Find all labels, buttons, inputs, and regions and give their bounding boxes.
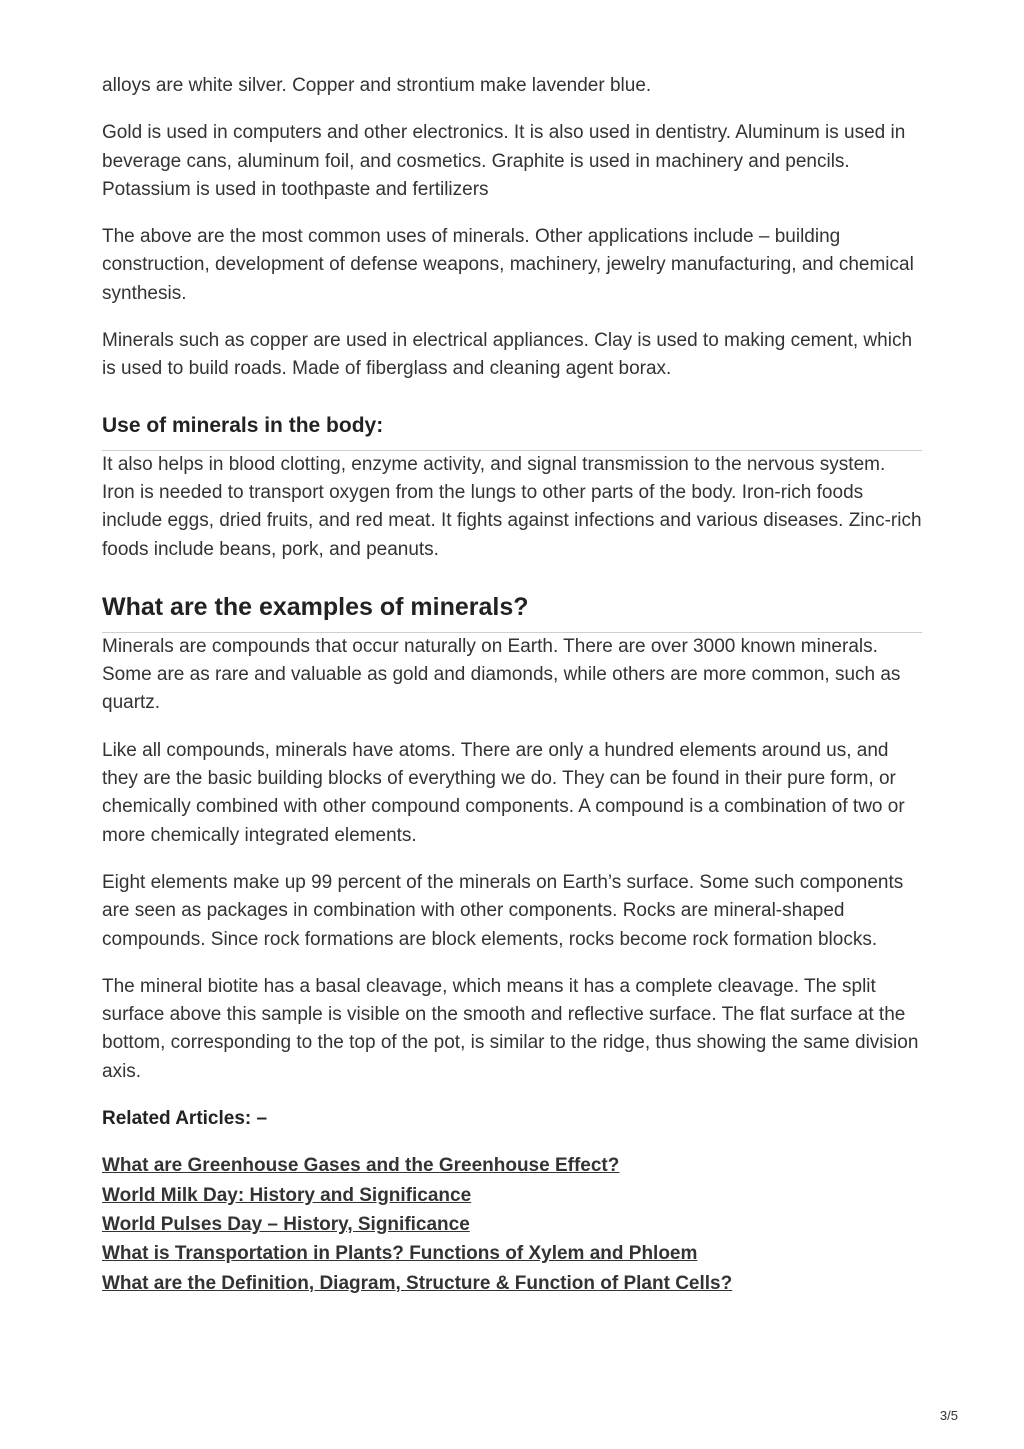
related-article-link[interactable]: World Pulses Day – History, Significance [102, 1213, 470, 1235]
page-number: 3/5 [939, 1408, 958, 1423]
list-item [102, 1270, 922, 1299]
list-item [102, 1182, 922, 1211]
paragraph: The mineral biotite has a basal cleavage, which means it has a complete cleavage. The split surface above this sample is visible on the smooth and reflective surface. The flat surface at the bottom, corresponding to the top of the pot, is similar to the ridge, thus showing the same division axis. [102, 975, 919, 1082]
examples-heading: What are the examples of minerals? [102, 590, 922, 633]
related-article-link[interactable]: What are Greenhouse Gases and the Greenhouse Effect? [102, 1155, 620, 1177]
list-item [102, 1152, 922, 1181]
body-uses-heading: Use of minerals in the body: [102, 410, 922, 451]
paragraph: Like all compounds, minerals have atoms. There are only a hundred elements around us, and they are the basic building blocks of everything we do. They can be found in their pure form, or chemically combined with other compound components. A compound is a combination of two or more chemically integrated elements. [102, 739, 905, 846]
related-article-link[interactable]: What is Transportation in Plants? Functions of Xylem and Phloem [102, 1243, 698, 1265]
paragraph: Minerals such as copper are used in electrical appliances. Clay is used to making cement, which is used to build roads. Made of fiberglass and cleaning agent borax. [102, 330, 913, 380]
paragraph: The above are the most common uses of minerals. Other applications include – building construction, development of defense weapons, machinery, jewelry manufacturing, and chemical synthesis. [102, 226, 914, 304]
paragraph: It also helps in blood clotting, enzyme activity, and signal transmission to the nervous system. Iron is needed to transport oxygen from the lungs to other parts of the body. Iron-rich foods include eggs, dried fruits, and red meat. It fights against infections and various diseases. Zinc-rich foods include beans, pork, and peanuts. [102, 453, 922, 560]
paragraph: Minerals are compounds that occur naturally on Earth. There are over 3000 known minerals. Some are as rare and valuable as gold and diamonds, while others are more common, such as quartz. [102, 635, 901, 714]
related-articles-title: Related Articles: – [102, 1108, 268, 1130]
related-articles-list [102, 1152, 922, 1298]
document-page [102, 72, 922, 1299]
paragraph: alloys are white silver. Copper and strontium make lavender blue. [102, 75, 652, 96]
related-article-link[interactable]: What are the Definition, Diagram, Structure & Function of Plant Cells? [102, 1272, 733, 1294]
related-article-link[interactable]: World Milk Day: History and Significance [102, 1184, 472, 1206]
list-item [102, 1240, 922, 1269]
list-item [102, 1211, 922, 1240]
paragraph: Eight elements make up 99 percent of the minerals on Earth’s surface. Some such components are seen as packages in combination with other components. Rocks are mineral-shaped compounds. Since rock formations are block elements, rocks become rock formation blocks. [102, 871, 904, 950]
paragraph: Gold is used in computers and other electronics. It is also used in dentistry. Aluminum is used in beverage cans, aluminum foil, and cosmetics. Graphite is used in machinery and pencils. Potassium is used in toothpaste and fertilizers [102, 122, 906, 200]
